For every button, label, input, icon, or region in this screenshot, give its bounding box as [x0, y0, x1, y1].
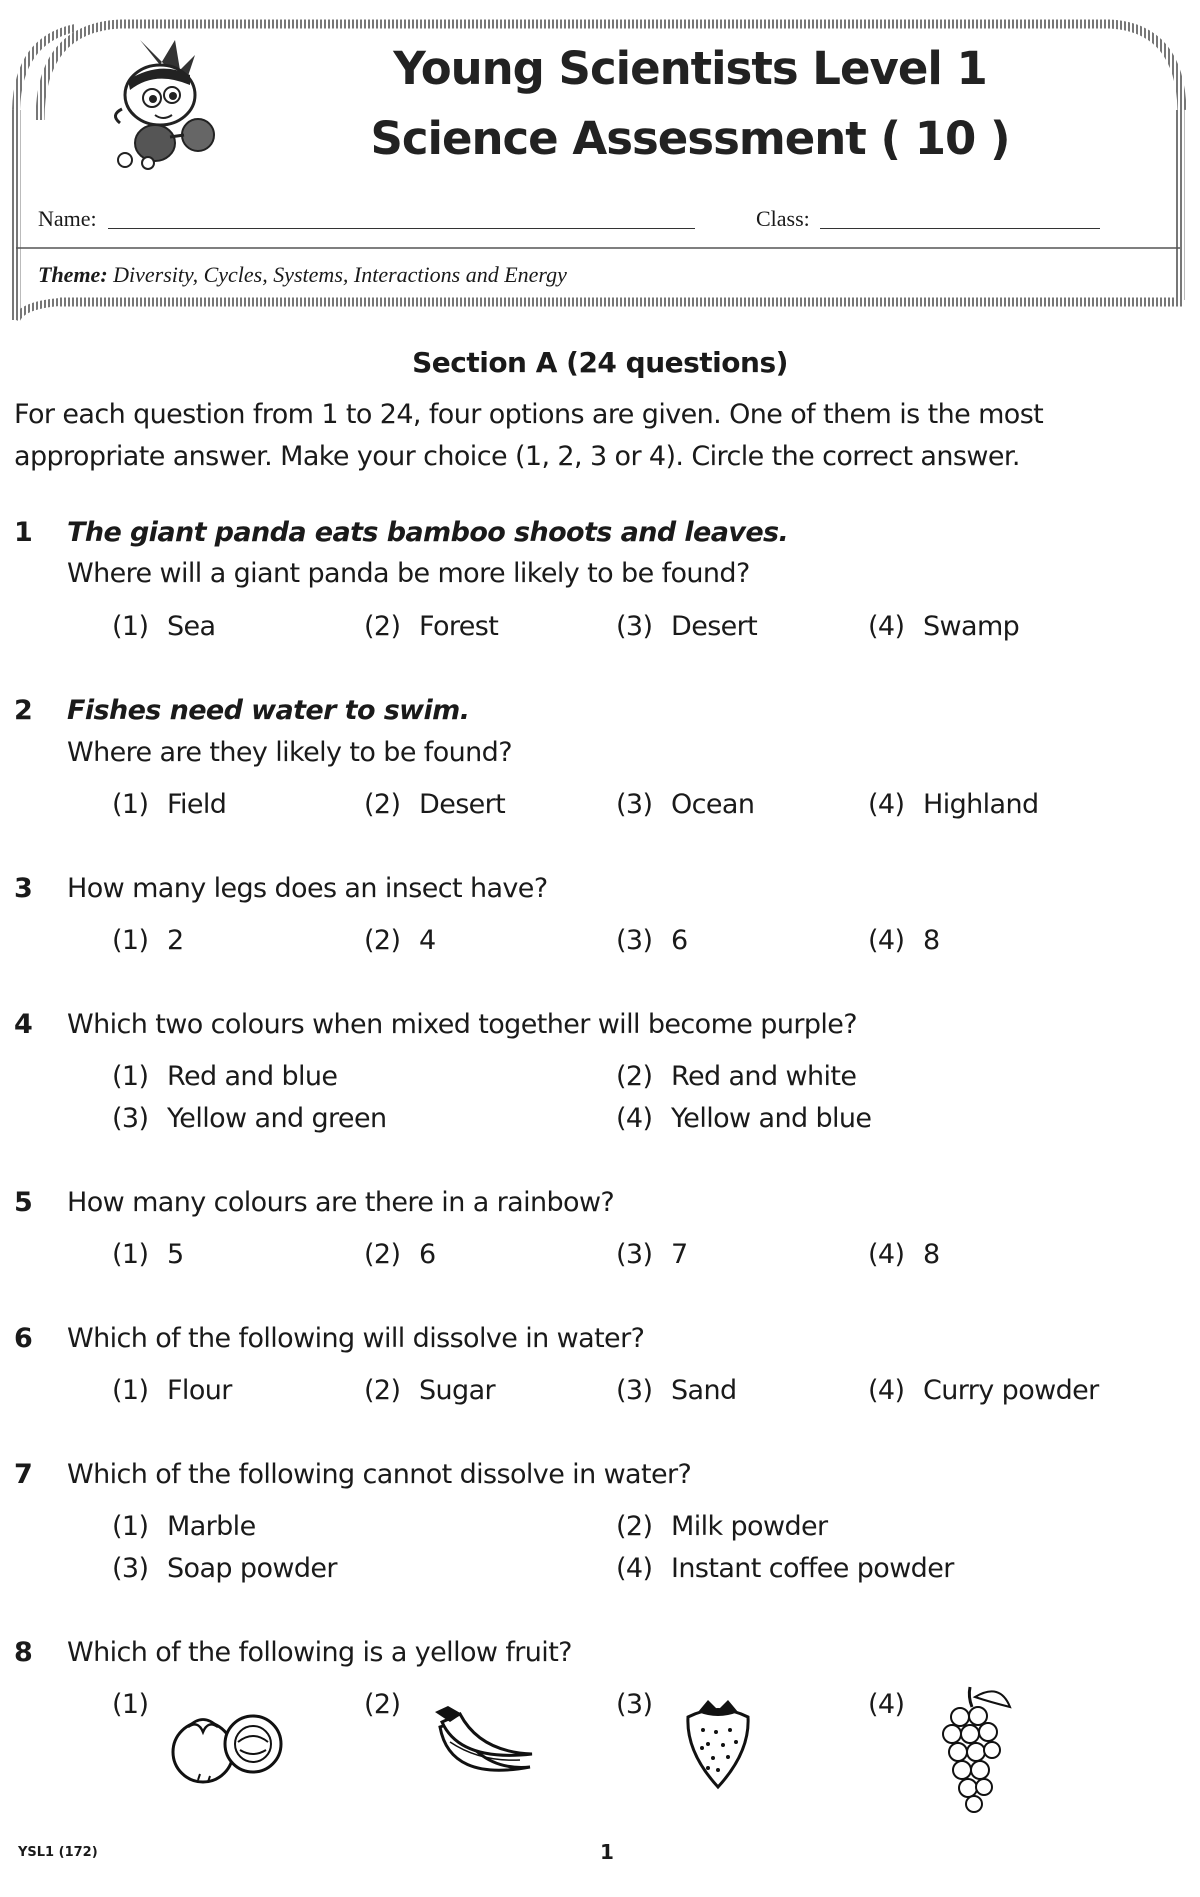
option-1[interactable]: [112, 1061, 337, 1092]
option-2[interactable]: [364, 1239, 436, 1270]
option-text: Marble: [167, 1511, 256, 1542]
option-text: Field: [167, 789, 227, 820]
option-text: Red and white: [671, 1061, 857, 1092]
option-number: (1): [112, 1689, 149, 1720]
option-text: Soap powder: [167, 1553, 337, 1584]
question-number: 5: [14, 1187, 33, 1218]
question-text: How many colours are there in a rainbow?: [67, 1187, 615, 1218]
option-number: (3): [112, 1553, 149, 1584]
option-number: (4): [868, 611, 905, 642]
option-3[interactable]: [616, 925, 688, 956]
option-text: Sugar: [419, 1375, 496, 1406]
option-1[interactable]: [112, 1689, 167, 1720]
option-text: 8: [923, 1239, 940, 1270]
option-number: (3): [112, 1103, 149, 1134]
option-number: (2): [364, 789, 401, 820]
option-1[interactable]: [112, 789, 226, 820]
ant-mascot-icon: [100, 35, 230, 170]
question-number: 4: [14, 1009, 33, 1040]
question-number: 3: [14, 873, 33, 904]
option-3[interactable]: [616, 1689, 671, 1720]
option-number: (4): [616, 1103, 653, 1134]
option-text: Curry powder: [923, 1375, 1099, 1406]
option-number: (4): [868, 1689, 905, 1720]
option-number: (1): [112, 1061, 149, 1092]
option-text: Yellow and blue: [671, 1103, 872, 1134]
option-text: 5: [167, 1239, 184, 1270]
option-4[interactable]: [616, 1103, 871, 1134]
option-3[interactable]: [616, 611, 757, 642]
option-1[interactable]: [112, 1375, 232, 1406]
option-text: Milk powder: [671, 1511, 828, 1542]
option-number: (2): [364, 925, 401, 956]
option-text: 8: [923, 925, 940, 956]
option-4[interactable]: [616, 1553, 954, 1584]
name-field-line[interactable]: [108, 228, 695, 229]
option-2[interactable]: [364, 925, 436, 956]
theme-label: Theme:: [38, 262, 108, 287]
option-4[interactable]: [868, 1239, 940, 1270]
option-1[interactable]: [112, 1511, 256, 1542]
option-number: (2): [364, 611, 401, 642]
option-text: Yellow and green: [167, 1103, 387, 1134]
option-text: 7: [671, 1239, 688, 1270]
option-number: (1): [112, 789, 149, 820]
option-text: Instant coffee powder: [671, 1553, 954, 1584]
option-number: (3): [616, 1689, 653, 1720]
question-number: 8: [14, 1637, 33, 1668]
option-4[interactable]: [868, 1375, 1099, 1406]
option-number: (1): [112, 1375, 149, 1406]
option-text: Sea: [167, 611, 216, 642]
option-1[interactable]: [112, 925, 184, 956]
book-code: YSL1 (172): [18, 1845, 98, 1860]
option-text: Red and blue: [167, 1061, 338, 1092]
page-title: Young Scientists Level 1: [393, 42, 987, 95]
option-text: Forest: [419, 611, 499, 642]
option-number: (1): [112, 611, 149, 642]
banana-icon[interactable]: [420, 1692, 540, 1792]
option-4[interactable]: [868, 1689, 923, 1720]
option-3[interactable]: [112, 1103, 386, 1134]
option-2[interactable]: [616, 1061, 856, 1092]
option-3[interactable]: [112, 1553, 337, 1584]
instruction-line-2: appropriate answer. Make your choice (1, 2, 3 or 4). Circle the correct answer.: [14, 441, 1020, 472]
instruction-line-1: For each question from 1 to 24, four options are given. One of them is the most: [14, 399, 1044, 430]
option-2[interactable]: [364, 789, 505, 820]
option-number: (4): [868, 1239, 905, 1270]
option-4[interactable]: [868, 789, 1039, 820]
class-label: Class:: [756, 206, 810, 231]
question-number: 2: [14, 695, 33, 726]
question-text: Where are they likely to be found?: [67, 737, 512, 768]
option-1[interactable]: [112, 1239, 184, 1270]
name-label: Name:: [38, 206, 97, 231]
question-text: Which of the following cannot dissolve in water?: [67, 1459, 692, 1490]
question-lead: Fishes need water to swim.: [67, 695, 470, 726]
option-text: 6: [419, 1239, 436, 1270]
question-number: 1: [14, 517, 33, 548]
option-3[interactable]: [616, 1239, 688, 1270]
strawberry-icon[interactable]: [678, 1692, 758, 1792]
option-text: Sand: [671, 1375, 737, 1406]
option-number: (2): [616, 1511, 653, 1542]
option-text: 2: [167, 925, 184, 956]
option-text: 6: [671, 925, 688, 956]
option-4[interactable]: [868, 925, 940, 956]
theme-line: [38, 262, 567, 288]
question-text: Which two colours when mixed together will become purple?: [67, 1009, 858, 1040]
page-subtitle: Science Assessment ( 10 ): [370, 112, 1010, 165]
option-text: 4: [419, 925, 436, 956]
option-2[interactable]: [364, 1689, 419, 1720]
option-number: (2): [364, 1375, 401, 1406]
option-number: (2): [364, 1239, 401, 1270]
question-text: How many legs does an insect have?: [67, 873, 548, 904]
option-number: (4): [868, 1375, 905, 1406]
option-text: Swamp: [923, 611, 1020, 642]
question-number: 6: [14, 1323, 33, 1354]
option-2[interactable]: [616, 1511, 828, 1542]
option-2[interactable]: [364, 1375, 495, 1406]
option-text: Ocean: [671, 789, 755, 820]
class-field-line[interactable]: [820, 228, 1100, 229]
section-heading: Section A (24 questions): [412, 346, 788, 379]
question-number: 7: [14, 1459, 33, 1490]
question-text: Which of the following will dissolve in water?: [67, 1323, 645, 1354]
option-text: Desert: [671, 611, 758, 642]
option-number: (1): [112, 1239, 149, 1270]
option-number: (3): [616, 925, 653, 956]
option-number: (3): [616, 789, 653, 820]
option-number: (1): [112, 1511, 149, 1542]
option-number: (4): [868, 789, 905, 820]
option-text: Desert: [419, 789, 506, 820]
option-2[interactable]: [364, 611, 498, 642]
question-text: Where will a giant panda be more likely to be found?: [67, 558, 750, 589]
mangosteen-icon[interactable]: [168, 1692, 288, 1792]
option-number: (4): [616, 1553, 653, 1584]
option-text: Highland: [923, 789, 1039, 820]
theme-text: Diversity, Cycles, Systems, Interactions and Energy: [113, 262, 567, 287]
option-number: (1): [112, 925, 149, 956]
option-number: (2): [616, 1061, 653, 1092]
option-number: (3): [616, 611, 653, 642]
option-number: (3): [616, 1375, 653, 1406]
option-number: (2): [364, 1689, 401, 1720]
question-lead: The giant panda eats bamboo shoots and leaves.: [67, 517, 789, 548]
option-text: Flour: [167, 1375, 232, 1406]
option-number: (3): [616, 1239, 653, 1270]
option-1[interactable]: [112, 611, 216, 642]
option-3[interactable]: [616, 1375, 737, 1406]
option-3[interactable]: [616, 789, 754, 820]
page-number: 1: [600, 1840, 614, 1864]
option-number: (4): [868, 925, 905, 956]
option-4[interactable]: [868, 611, 1019, 642]
grapes-icon[interactable]: [930, 1682, 1020, 1822]
question-text: Which of the following is a yellow fruit?: [67, 1637, 572, 1668]
